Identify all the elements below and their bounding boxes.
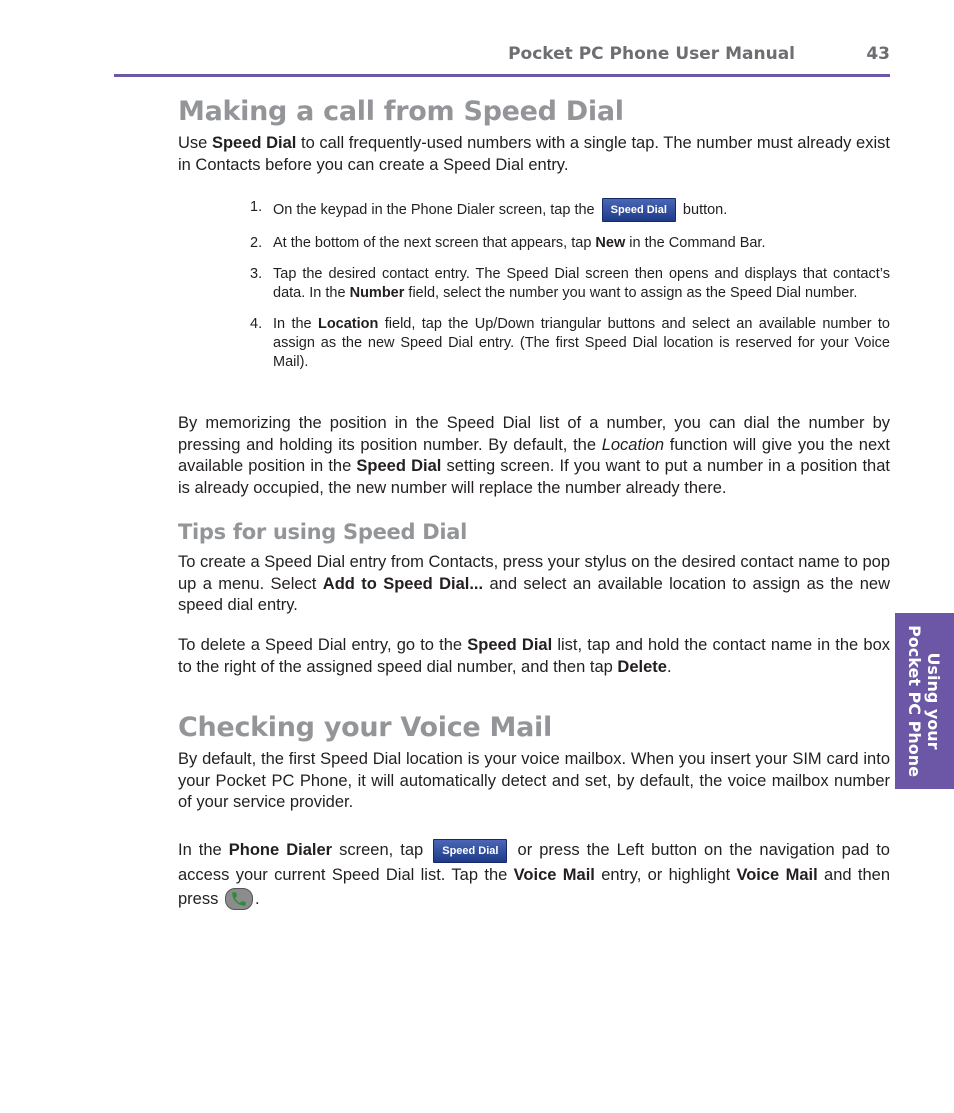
step-number: 3.	[250, 266, 263, 282]
text-run: entry, or highlight	[594, 865, 737, 884]
step-item	[250, 234, 890, 253]
bold-term: Location	[317, 316, 379, 332]
speed-dial-intro	[178, 133, 890, 176]
step-number: 4.	[250, 316, 263, 332]
text-run: screen, tap	[332, 841, 431, 859]
bold-term: Phone Dialer	[228, 841, 333, 859]
bold-term: Add to Speed Dial...	[322, 574, 484, 593]
page-number: 43	[866, 44, 890, 64]
bold-term: Voice Mail	[513, 865, 595, 884]
text-run: .	[666, 657, 672, 676]
text-run: On the keypad in the Phone Dialer screen, tap the	[273, 201, 599, 218]
step-number: 1.	[250, 199, 263, 215]
step-item	[250, 198, 890, 222]
voice-mail-paragraph	[178, 749, 890, 814]
bold-term: Number	[349, 285, 405, 301]
text-run: field, tap the Up/Down triangular buttons and select an available number to assign as the new Speed Dial entry. (The first Speed Dial location is reserved for your Voice Mail).	[273, 316, 890, 370]
italic-term: Location	[601, 435, 665, 454]
text-run: By default, the first Speed Dial location is your voice mailbox. When you insert your SIM card into your Pocket PC Phone, it will automatically detect and set, by default, the voice mailbox number of your service provider.	[178, 750, 890, 811]
side-tab	[895, 613, 954, 789]
section-title-voice-mail: Checking your Voice Mail	[178, 712, 552, 743]
text-run: button.	[678, 201, 728, 218]
step-text	[273, 266, 890, 301]
text-run: In the	[178, 841, 229, 859]
tips-title: Tips for using Speed Dial	[178, 520, 468, 544]
bold-term: Delete	[617, 657, 667, 676]
text-run: At the bottom of the next screen that appears, tap	[273, 235, 596, 251]
bold-term: New	[595, 235, 626, 251]
step-item	[250, 265, 890, 303]
step-item	[250, 315, 890, 372]
speed-dial-button[interactable]: Speed Dial	[433, 839, 507, 863]
text-run: list, tap and hold the contact name in the box to the right of the assigned speed dial number, and then tap	[178, 636, 890, 676]
text-run: field, select the number you want to assign as the Speed Dial number.	[404, 285, 858, 301]
text-run: function will give you the next available position in the	[178, 435, 890, 475]
step-text	[273, 202, 727, 218]
text-run: and then press	[178, 865, 890, 908]
text-run: and select an available location to assign as the new speed dial entry.	[178, 574, 890, 614]
speed-dial-button[interactable]: Speed Dial	[602, 198, 676, 222]
text-run: or press the Left button on the navigation pad to access your current Speed Dial list. Tap the	[178, 841, 890, 884]
step-text	[273, 316, 890, 370]
side-tab-line2: Pocket PC Phone	[905, 625, 924, 777]
section-title-speed-dial: Making a call from Speed Dial	[178, 96, 624, 127]
phone-icon[interactable]	[225, 888, 253, 910]
text-run: .	[254, 889, 260, 908]
step-text	[273, 235, 766, 251]
text-run: Use	[178, 134, 212, 152]
text-run: To delete a Speed Dial entry, go to the	[178, 636, 468, 654]
tips-paragraph-delete	[178, 635, 890, 678]
text-run: In the	[273, 316, 318, 332]
tips-paragraph-create	[178, 552, 890, 617]
text-run: Tap the desired contact entry. The Speed Dial screen then opens and displays that contact’s data. In the	[273, 266, 890, 301]
text-run: By memorizing the position in the Speed Dial list of a number, you can dial the number by pressing and holding its position number. By default, the	[178, 414, 890, 454]
memorize-paragraph	[178, 413, 890, 499]
speed-dial-steps	[250, 198, 890, 384]
step-number: 2.	[250, 235, 263, 251]
text-run: To create a Speed Dial entry from Contacts, press your stylus on the desired contact name to pop up a menu. Select	[178, 553, 890, 593]
bold-term: Speed Dial	[211, 134, 297, 152]
bold-term: Speed Dial	[356, 457, 442, 475]
text-run: setting screen. If you want to put a number in a position that is already occupied, the new number will replace the number already there.	[178, 457, 890, 497]
text-run: to call frequently-used numbers with a single tap. The number must already exist in Contacts before you can create a Speed Dial entry.	[178, 134, 890, 174]
header-rule	[114, 74, 890, 77]
text-run: in the Command Bar.	[625, 235, 766, 251]
bold-term: Voice Mail	[736, 865, 818, 884]
bold-term: Speed Dial	[467, 636, 553, 654]
voice-mail-instructions	[178, 838, 890, 911]
header-title: Pocket PC Phone User Manual	[508, 44, 795, 64]
side-tab-line1: Using your	[924, 652, 943, 750]
